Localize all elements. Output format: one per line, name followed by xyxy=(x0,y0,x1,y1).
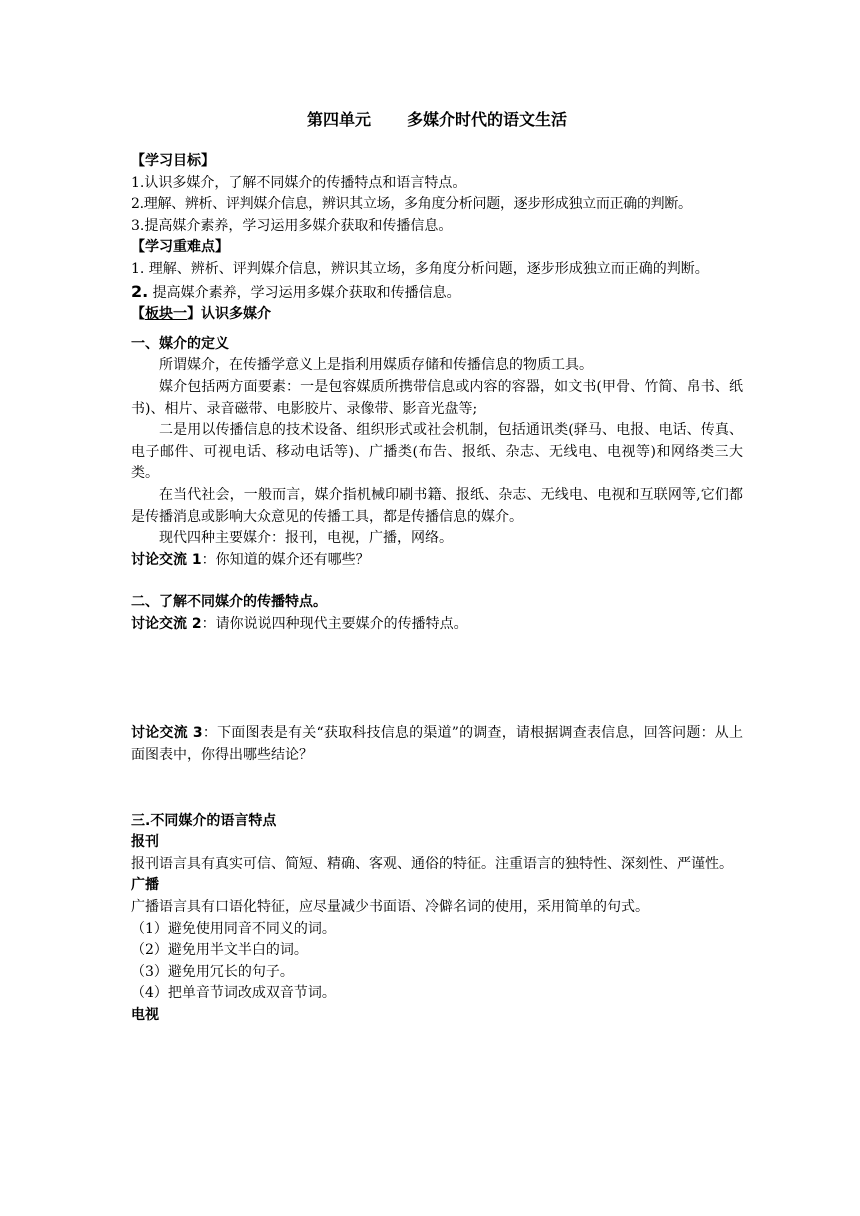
goal-item-1: 1.认识多媒介，了解不同媒介的传播特点和语言特点。 xyxy=(131,174,467,191)
key-point-item-1: 1. 理解、辨析、评判媒介信息，辨识其立场，多角度分析问题，逐步形成独立而正确的判断。 xyxy=(131,260,709,277)
tv-heading: 电视 xyxy=(131,1007,159,1023)
goal-item-2: 2.理解、辨析、评判媒介信息，辨识其立场，多角度分析问题，逐步形成独立而正确的判断。 xyxy=(131,196,692,213)
goals-heading: 【学习目标】 xyxy=(131,153,215,169)
radio-item-2: （2）避免用半文半白的词。 xyxy=(131,942,308,959)
document-content xyxy=(131,107,743,1027)
section1-paragraph-2: 媒介包括两方面要素：一是包容媒质所携带信息或内容的容器，如文书(甲骨、竹简、帛书、纸书)、相片、录音磁带、电影胶片、录像带、影音光盘等; xyxy=(131,378,743,417)
section1-paragraph-4: 在当代社会，一般而言，媒介指机械印刷书籍、报纸、杂志、无线电、电视和互联网等,它们都是传播消息或影响大众意见的传播工具，都是传播信息的媒介。 xyxy=(131,486,743,525)
title-unit: 第四单元 xyxy=(306,110,371,129)
discussion-2 xyxy=(131,614,743,636)
newspaper-heading: 报刊 xyxy=(131,834,159,851)
key-points-heading: 【学习重难点】 xyxy=(131,239,229,256)
section3-heading: 三.不同媒介的语言特点 xyxy=(131,812,277,829)
key-point-item-2-number: 2. xyxy=(131,281,149,301)
discussion-1-label: 讨论交流 1 xyxy=(131,551,202,568)
section1-paragraph-3: 二是用以传播信息的技术设备、组织形式或社会机制，包括通讯类(驿马、电报、电话、传真、电子邮件、可视电话、移动电话等)、广播类(布告、报纸、杂志、无线电、电视等)和网络类三大类。 xyxy=(131,422,743,482)
discussion-1-text: ：你知道的媒介还有哪些？ xyxy=(201,551,370,568)
discussion-2-text: ：请你说说四种现代主要媒介的传播特点。 xyxy=(201,615,468,632)
newspaper-text: 报刊语言具有真实可信、简短、精确、客观、通俗的特征。注重语言的独特性、深刻性、严谨性。 xyxy=(131,855,733,872)
radio-text: 广播语言具有口语化特征，应尽量减少书面语、冷僻名词的使用，采用简单的句式。 xyxy=(131,899,649,916)
page-title xyxy=(131,107,743,133)
discussion-3-text: ：下面图表是有关“获取科技信息的渠道”的调查，请根据调查表信息，回答问题：从上面图表中，你得出哪些结论？ xyxy=(131,725,744,764)
title-topic: 多媒介时代的语文生活 xyxy=(407,110,568,129)
block-bracket-open: 【 xyxy=(131,306,145,323)
section1-paragraph-1: 所谓媒介，在传播学意义上是指利用媒质存储和传播信息的物质工具。 xyxy=(159,357,593,374)
block-bracket-close: 】 xyxy=(187,306,201,323)
radio-item-3: （3）避免用冗长的句子。 xyxy=(131,963,294,980)
discussion-2-label: 讨论交流 2 xyxy=(131,615,202,632)
key-point-item-2-text: 提高媒介素养，学习运用多媒介获取和传播信息。 xyxy=(148,284,461,301)
section2-heading: 二、了解不同媒介的传播特点。 xyxy=(131,594,327,611)
radio-item-4: （4）把单音节词改成双音节词。 xyxy=(131,985,336,1002)
discussion-1 xyxy=(131,550,743,572)
radio-heading: 广播 xyxy=(131,877,159,894)
block-label: 认识多媒介 xyxy=(201,306,271,323)
section1-heading: 一、媒介的定义 xyxy=(131,335,229,352)
goal-item-3: 3.提高媒介素养，学习运用多媒介获取和传播信息。 xyxy=(131,217,453,234)
radio-item-1: （1）避免使用同音不同义的词。 xyxy=(131,920,336,937)
key-point-item-2 xyxy=(131,281,743,305)
block-heading xyxy=(131,304,743,326)
discussion-3-label: 讨论交流 3 xyxy=(131,725,203,742)
discussion-3 xyxy=(131,723,743,766)
block-name: 板块一 xyxy=(145,306,187,323)
section1-paragraph-5: 现代四种主要媒介：报刊，电视，广播，网络。 xyxy=(159,530,453,547)
